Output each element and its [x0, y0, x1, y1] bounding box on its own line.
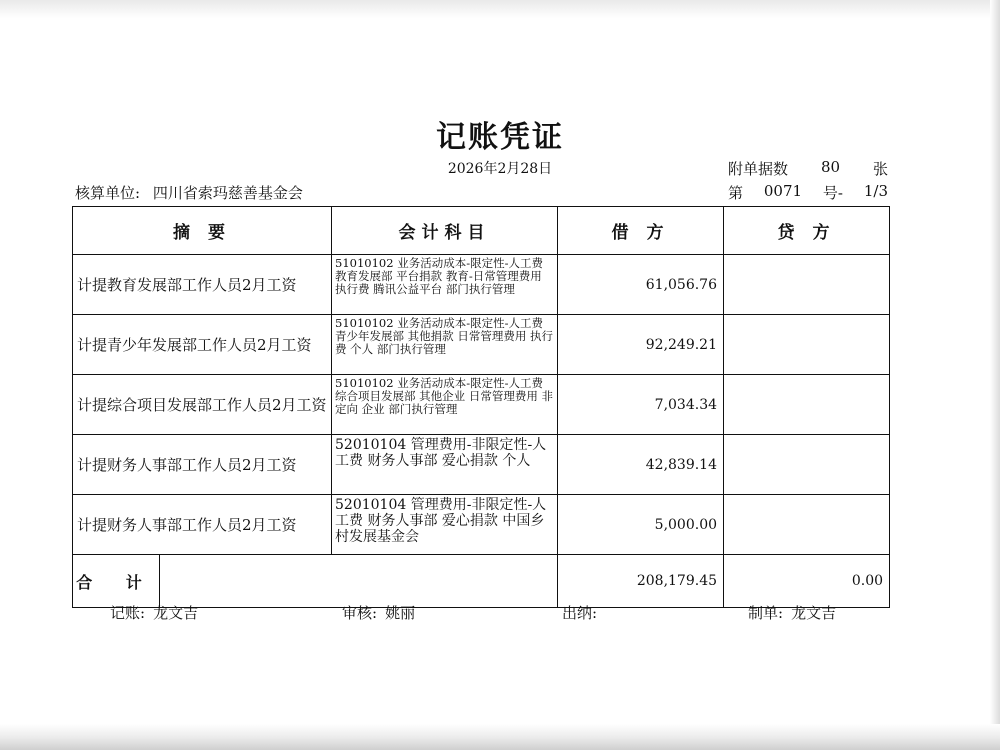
preparer-signature	[748, 602, 836, 623]
table-header-row	[73, 207, 890, 255]
row-debit: 5,000.00	[558, 495, 724, 555]
row-credit	[724, 255, 890, 315]
scan-shadow-bottom	[0, 724, 1000, 750]
voucher-suffix: 号-	[822, 184, 843, 202]
row-summary: 计提财务人事部工作人员2月工资	[73, 435, 332, 495]
total-row	[73, 555, 890, 608]
row-account: 52010104 管理费用-非限定性-人工费 财务人事部 爱心捐款 中国乡村发展基金会	[332, 495, 558, 555]
row-account: 51010102 业务活动成本-限定性-人工费 教育发展部 平台捐款 教育-日常管理费用 执行费 腾讯公益平台 部门执行管理	[332, 255, 558, 315]
header-debit: 借 方	[558, 207, 724, 255]
table-row	[73, 375, 890, 435]
row-summary: 计提青少年发展部工作人员2月工资	[73, 315, 332, 375]
auditor-name: 姚丽	[385, 604, 416, 622]
preparer-label: 制单:	[748, 604, 784, 622]
header-credit: 贷 方	[724, 207, 890, 255]
scan-shadow-top	[0, 0, 1000, 18]
voucher-prefix: 第	[728, 184, 744, 202]
row-credit	[724, 495, 890, 555]
attachment-number: 80	[820, 158, 841, 176]
row-credit	[724, 315, 890, 375]
row-summary: 计提财务人事部工作人员2月工资	[73, 495, 332, 555]
attachment-unit: 张	[872, 160, 888, 178]
row-account: 51010102 业务活动成本-限定性-人工费 青少年发展部 其他捐款 日常管理费用 执行费 个人 部门执行管理	[332, 315, 558, 375]
bookkeeper-name: 龙文吉	[153, 604, 199, 622]
voucher-number	[728, 182, 888, 203]
bookkeeper-label: 记账:	[110, 604, 146, 622]
total-label: 合 计	[73, 555, 160, 608]
row-credit	[724, 375, 890, 435]
row-account: 51010102 业务活动成本-限定性-人工费 综合项目发展部 其他企业 日常管理费用 非定向 企业 部门执行管理	[332, 375, 558, 435]
auditor-label: 审核:	[342, 604, 378, 622]
total-blank-cell	[332, 555, 558, 608]
table-row	[73, 495, 890, 555]
row-debit: 7,034.34	[558, 375, 724, 435]
cashier-label: 出纳:	[562, 604, 598, 622]
table-row	[73, 315, 890, 375]
row-credit	[724, 435, 890, 495]
header-account: 会计科目	[332, 207, 558, 255]
total-credit: 0.00	[724, 555, 890, 608]
attachment-count	[728, 158, 888, 179]
table-row	[73, 435, 890, 495]
row-summary: 计提综合项目发展部工作人员2月工资	[73, 375, 332, 435]
total-blank-cell	[160, 555, 332, 608]
total-debit: 208,179.45	[558, 555, 724, 608]
unit-label: 核算单位:	[75, 184, 141, 202]
voucher-page: 1/3	[863, 182, 888, 200]
voucher-date: 2026年2月28日	[447, 161, 553, 177]
voucher-table	[72, 206, 890, 608]
cashier-signature	[562, 602, 605, 623]
voucher-number-value: 0071	[763, 182, 803, 200]
unit-name: 四川省索玛慈善基金会	[152, 184, 303, 202]
bookkeeper-signature	[110, 602, 198, 623]
table-row	[73, 255, 890, 315]
row-debit: 42,839.14	[558, 435, 724, 495]
row-debit: 61,056.76	[558, 255, 724, 315]
accounting-unit	[75, 182, 303, 203]
header-summary: 摘 要	[73, 207, 332, 255]
row-account: 52010104 管理费用-非限定性-人工费 财务人事部 爱心捐款 个人	[332, 435, 558, 495]
preparer-name: 龙文吉	[791, 604, 837, 622]
attachment-label: 附单据数	[728, 160, 789, 178]
row-summary: 计提教育发展部工作人员2月工资	[73, 255, 332, 315]
document-title: 记账凭证	[436, 120, 564, 155]
auditor-signature	[342, 602, 415, 623]
row-debit: 92,249.21	[558, 315, 724, 375]
